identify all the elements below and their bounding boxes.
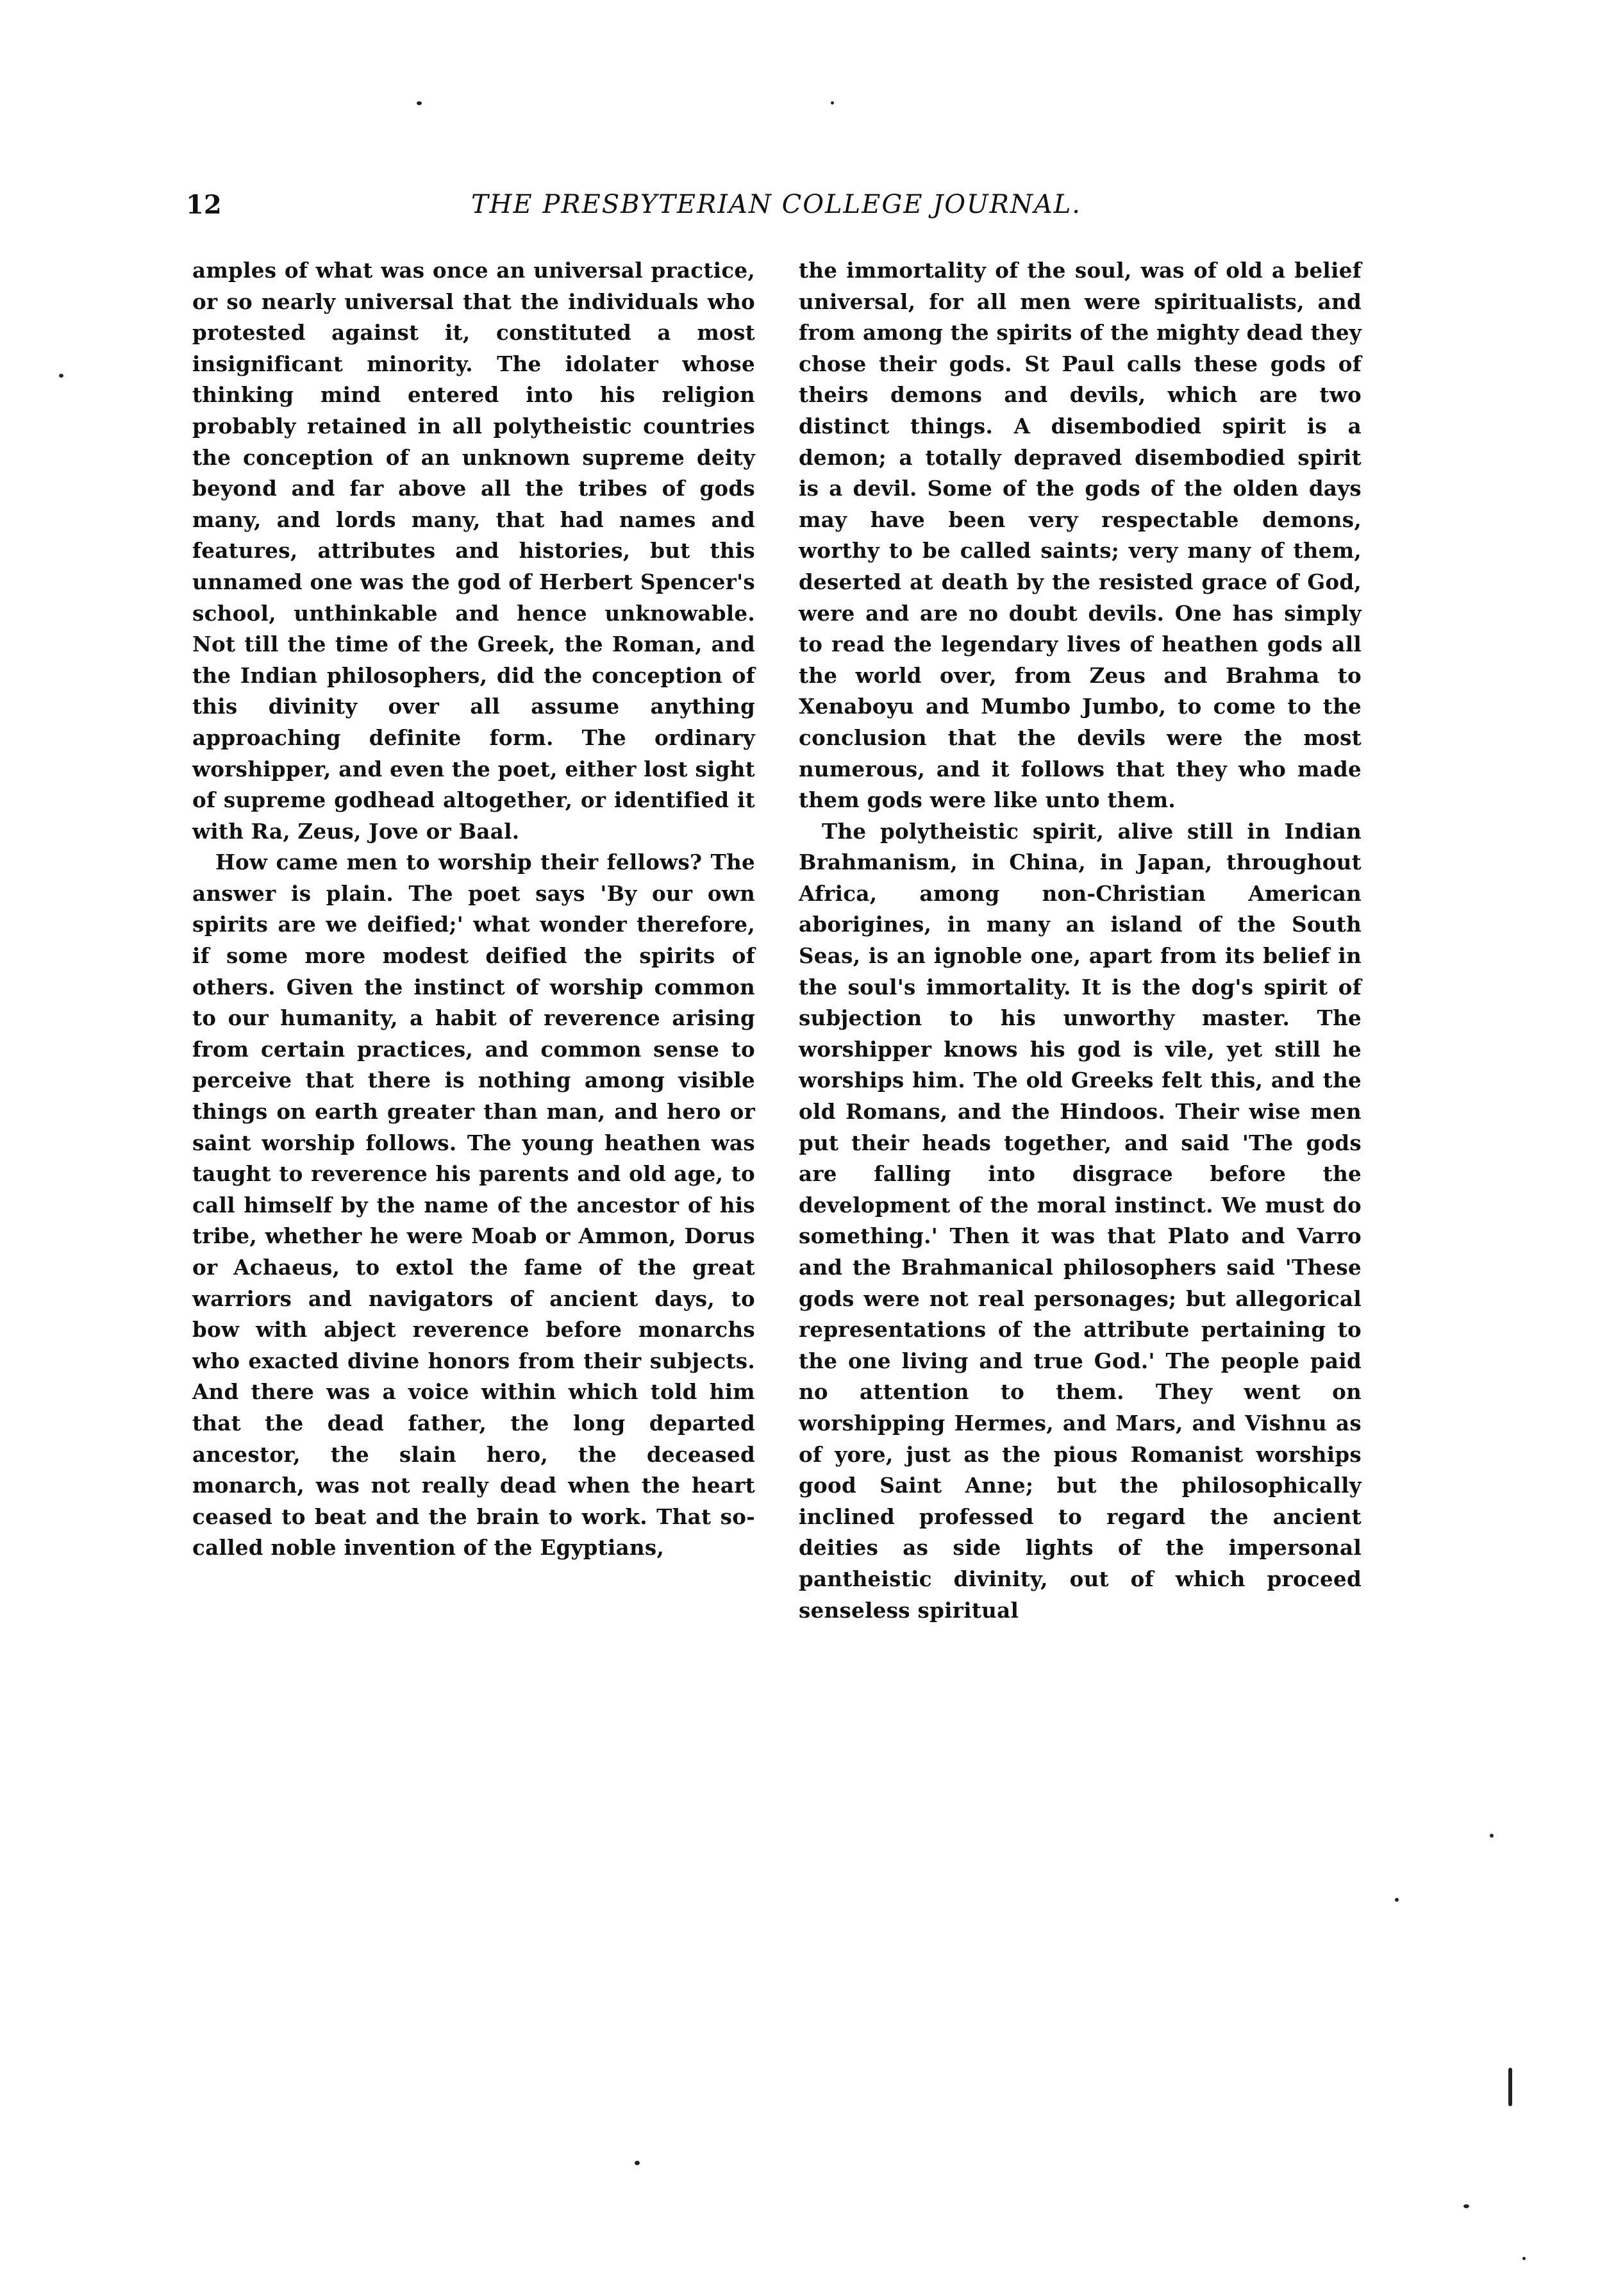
right-column: [799, 255, 1362, 1626]
scan-speck: [831, 101, 834, 105]
scan-speck: [1463, 2204, 1469, 2208]
scan-speck: [1490, 1834, 1494, 1838]
paragraph: amples of what was once an universal practice, or so nearly universal that the individuals who protested against it, constituted a most insignificant minority. The idolater whose thinking mind entered into his religion probably retained in all polytheistic countries the conception of an unknown supreme deity beyond and far above all the tribes of gods many, and lords many, that had names and features, attributes and histories, but this unnamed one was the god of Herbert Spencer's school, unthinkable and hence unknowable. Not till the time of the Greek, the Roman, and the Indian philosophers, did the conception of this divinity over all assume anything approaching definite form. The ordinary worshipper, and even the poet, either lost sight of supreme godhead altogether, or identified it with Ra, Zeus, Jove or Baal.: [192, 258, 755, 844]
scan-speck: [635, 2161, 640, 2165]
scan-speck: [1395, 1898, 1399, 1902]
page-header: [186, 190, 1367, 228]
scan-speck: [417, 101, 422, 105]
page-number: 12: [186, 190, 222, 220]
scan-speck: [1522, 2257, 1526, 2260]
paragraph: the immortality of the soul, was of old a belief universal, for all men were spiritualists, and from among the spirits of the mighty dead they chose their gods. St Paul calls these gods of theirs demons and devils, which are two distinct things. A disembodied spirit is a demon; a totally depraved disembodied spirit is a devil. Some of the gods of the olden days may have been very respectable demons, worthy to be called saints; very many of them, deserted at death by the resisted grace of God, were and are no doubt devils. One has simply to read the legendary lives of heathen gods all the world over, from Zeus and Brahma to Xenaboyu and Mumbo Jumbo, to come to the conclusion that the devils were the most numerous, and it follows that they who made them gods were like unto them.: [799, 258, 1362, 813]
paragraph: The polytheistic spirit, alive still in Indian Brahmanism, in China, in Japan, throughout Africa, among non-Christian American aborigines, in many an island of the South Seas, is an ignoble one, apart from its belief in the soul's immortality. It is the dog's spirit of subjection to his unworthy master. The worshipper knows his god is vile, yet still he worships him. The old Greeks felt this, and the old Romans, and the Hindoos. Their wise men put their heads together, and said 'The gods are falling into disgrace before the development of the moral instinct. We must do something.' Then it was that Plato and Varro and the Brahmanical philosophers said 'These gods were not real personages; but allegorical representations of the attribute pertaining to the one living and true God.' The people paid no attention to them. They went on worshipping Hermes, and Mars, and Vishnu as of yore, just as the pious Romanist worships good Saint Anne; but the philosophically inclined professed to regard the ancient deities as side lights of the impersonal pantheistic divinity, out of which proceed senseless spiritual: [799, 818, 1362, 1623]
scan-mark: [1508, 2068, 1512, 2106]
paragraph: How came men to worship their fellows? The answer is plain. The poet says 'By our own spirits are we deified;' what wonder therefore, if some more modest deified the spirits of others. Given the instinct of worship common to our humanity, a habit of reverence arising from certain practices, and common sense to perceive that there is nothing among visible things on earth greater than man, and hero or saint worship follows. The young heathen was taught to reverence his parents and old age, to call himself by the name of the ancestor of his tribe, whether he were Moab or Ammon, Dorus or Achaeus, to extol the fame of the great warriors and navigators of ancient days, to bow with abject reverence before monarchs who exacted divine honors from their subjects. And there was a voice within which told him that the dead father, the long departed ancestor, the slain hero, the deceased monarch, was not really dead when the heart ceased to beat and the brain to work. That so-called noble invention of the Egyptians,: [192, 850, 755, 1561]
left-column: [192, 255, 755, 1564]
scan-speck: [59, 374, 63, 378]
running-title: THE PRESBYTERIAN COLLEGE JOURNAL.: [471, 190, 1081, 219]
